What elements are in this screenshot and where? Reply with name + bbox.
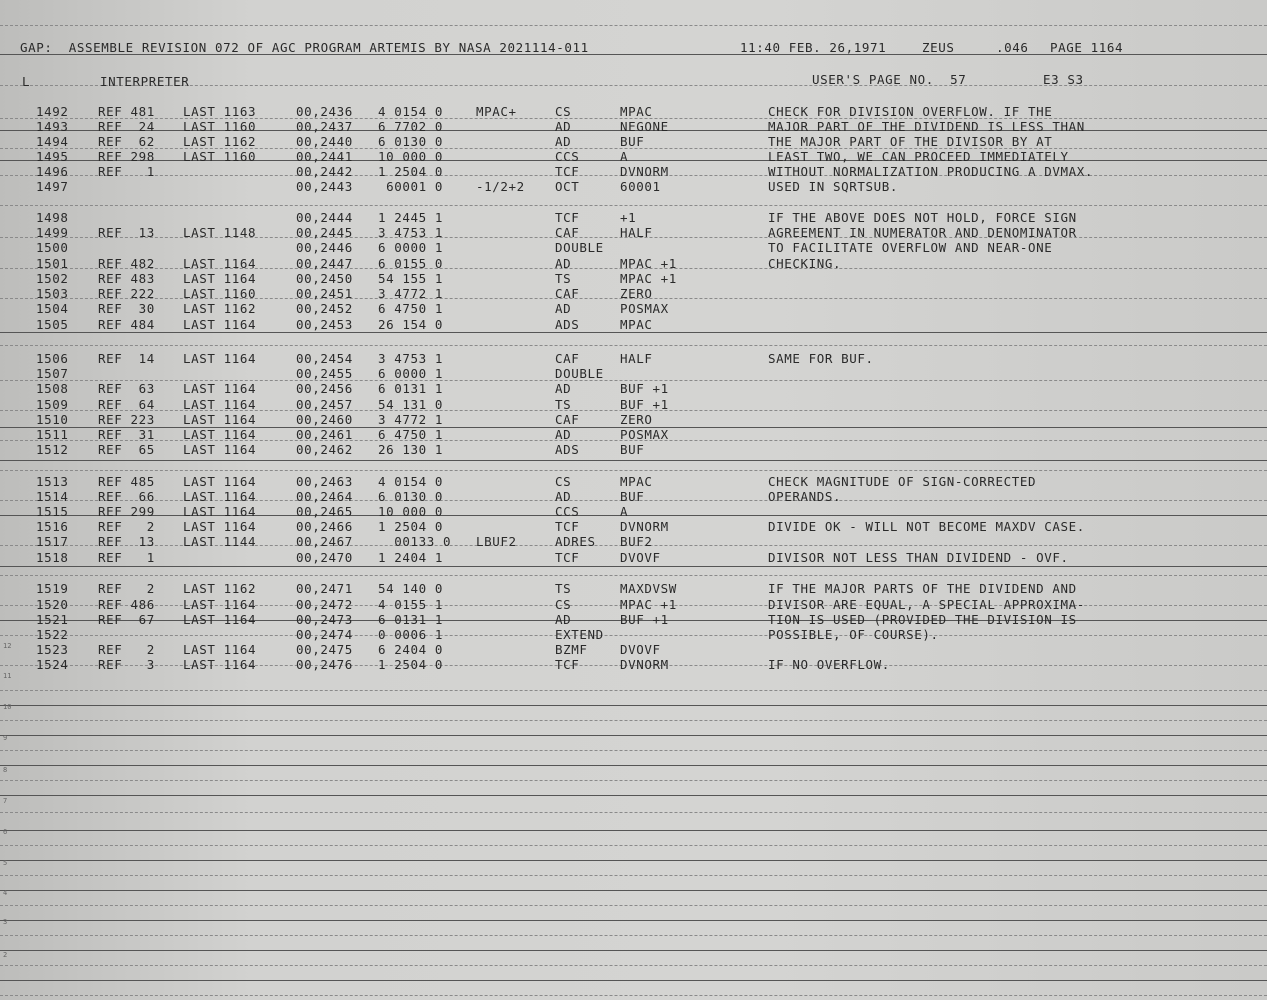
row-word: 4 0154 0 xyxy=(378,474,444,489)
row-op: AD xyxy=(555,427,572,442)
row-comment: THE MAJOR PART OF THE DIVISOR BY AT xyxy=(768,134,1053,149)
row-line: 1521 xyxy=(36,612,69,627)
row-word: 6 0000 1 xyxy=(378,240,444,255)
row-operand: POSMAX xyxy=(620,427,669,442)
row-addr: 00,2463 xyxy=(296,474,353,489)
row-label: MPAC+ xyxy=(476,104,517,119)
margin-number: 3 xyxy=(3,918,8,926)
listing-type: L xyxy=(22,74,31,89)
row-ref: REF 482 xyxy=(98,256,155,271)
row-line: 1523 xyxy=(36,642,69,657)
row-operand: DVNORM xyxy=(620,164,669,179)
row-ref: REF 2 xyxy=(98,642,155,657)
users-page: USER'S PAGE NO. 57 xyxy=(812,72,967,87)
row-addr: 00,2470 xyxy=(296,550,353,565)
row-line: 1515 xyxy=(36,504,69,519)
row-operand: BUF +1 xyxy=(620,612,669,627)
ruled-line-dashed xyxy=(0,875,1267,876)
ruled-line-dashed xyxy=(0,905,1267,906)
row-last: LAST 1164 xyxy=(183,442,257,457)
system-name: ZEUS xyxy=(922,40,955,55)
row-line: 1524 xyxy=(36,657,69,672)
row-word: 4 0155 1 xyxy=(378,597,444,612)
row-word: 1 2504 0 xyxy=(378,657,444,672)
assembly-title: GAP: ASSEMBLE REVISION 072 OF AGC PROGRAM ARTEMIS BY NASA 2021114-011 xyxy=(20,40,589,55)
row-ref: REF 30 xyxy=(98,301,155,316)
ruled-line-dashed xyxy=(0,205,1267,206)
row-word: 3 4753 1 xyxy=(378,225,444,240)
row-line: 1493 xyxy=(36,119,69,134)
row-addr: 00,2447 xyxy=(296,256,353,271)
row-operand: MPAC xyxy=(620,317,653,332)
row-op: AD xyxy=(555,381,572,396)
row-addr: 00,2465 xyxy=(296,504,353,519)
row-op: EXTEND xyxy=(555,627,604,642)
margin-number: 9 xyxy=(3,734,8,742)
row-word: 6 0155 0 xyxy=(378,256,444,271)
row-line: 1508 xyxy=(36,381,69,396)
row-addr: 00,2454 xyxy=(296,351,353,366)
ruled-line-dashed xyxy=(0,935,1267,936)
row-last: LAST 1164 xyxy=(183,504,257,519)
row-word: 6 0131 1 xyxy=(378,381,444,396)
row-op: CS xyxy=(555,474,572,489)
row-ref: REF 13 xyxy=(98,534,155,549)
row-last: LAST 1162 xyxy=(183,134,257,149)
sheet-code: E3 S3 xyxy=(1043,72,1084,87)
row-op: TCF xyxy=(555,164,580,179)
row-op: TCF xyxy=(555,657,580,672)
row-word: 6 4750 1 xyxy=(378,301,444,316)
row-ref: REF 486 xyxy=(98,597,155,612)
ruled-line xyxy=(0,705,1267,706)
row-operand: BUF xyxy=(620,442,645,457)
row-word: 1 2504 0 xyxy=(378,519,444,534)
page-number: PAGE 1164 xyxy=(1050,40,1124,55)
row-line: 1492 xyxy=(36,104,69,119)
timestamp: 11:40 FEB. 26,1971 xyxy=(740,40,887,55)
row-op: TCF xyxy=(555,550,580,565)
ruled-line xyxy=(0,920,1267,921)
margin-number: 2 xyxy=(3,951,8,959)
row-comment: POSSIBLE, OF COURSE). xyxy=(768,627,939,642)
row-addr: 00,2461 xyxy=(296,427,353,442)
margin-number: 8 xyxy=(3,766,8,774)
row-last: LAST 1163 xyxy=(183,104,257,119)
row-word: 10 000 0 xyxy=(378,149,444,164)
margin-number: 10 xyxy=(3,703,12,711)
row-comment: IF THE ABOVE DOES NOT HOLD, FORCE SIGN xyxy=(768,210,1077,225)
row-addr: 00,2467 xyxy=(296,534,353,549)
row-word: 26 130 1 xyxy=(378,442,444,457)
ruled-line-dashed xyxy=(0,750,1267,751)
row-comment: USED IN SQRTSUB. xyxy=(768,179,899,194)
row-operand: MAXDVSW xyxy=(620,581,677,596)
row-word: 6 0131 1 xyxy=(378,612,444,627)
row-word: 3 4753 1 xyxy=(378,351,444,366)
row-last: LAST 1160 xyxy=(183,119,257,134)
row-ref: REF 24 xyxy=(98,119,155,134)
row-line: 1509 xyxy=(36,397,69,412)
row-last: LAST 1162 xyxy=(183,581,257,596)
row-addr: 00,2464 xyxy=(296,489,353,504)
row-addr: 00,2440 xyxy=(296,134,353,149)
row-line: 1503 xyxy=(36,286,69,301)
row-op: AD xyxy=(555,301,572,316)
row-addr: 00,2455 xyxy=(296,366,353,381)
row-word: 1 2504 0 xyxy=(378,164,444,179)
row-word: 6 4750 1 xyxy=(378,427,444,442)
row-ref: REF 299 xyxy=(98,504,155,519)
ruled-line xyxy=(0,735,1267,736)
row-word: 26 154 0 xyxy=(378,317,444,332)
row-op: TS xyxy=(555,397,572,412)
row-operand: MPAC +1 xyxy=(620,597,677,612)
row-line: 1511 xyxy=(36,427,69,442)
row-comment: AGREEMENT IN NUMERATOR AND DENOMINATOR xyxy=(768,225,1077,240)
row-line: 1510 xyxy=(36,412,69,427)
row-operand: BUF +1 xyxy=(620,381,669,396)
row-op: CCS xyxy=(555,504,580,519)
section-name: INTERPRETER xyxy=(100,74,190,89)
margin-number: 5 xyxy=(3,859,8,867)
row-op: DOUBLE xyxy=(555,240,604,255)
margin-number: 11 xyxy=(3,672,12,680)
row-operand: ZERO xyxy=(620,412,653,427)
row-operand: HALF xyxy=(620,351,653,366)
row-line: 1513 xyxy=(36,474,69,489)
row-word: 6 0000 1 xyxy=(378,366,444,381)
row-word: 6 0130 0 xyxy=(378,134,444,149)
ruled-line-dashed xyxy=(0,720,1267,721)
row-op: TCF xyxy=(555,519,580,534)
row-label: -1/2+2 xyxy=(476,179,525,194)
row-comment: TO FACILITATE OVERFLOW AND NEAR-ONE xyxy=(768,240,1053,255)
row-operand: MPAC +1 xyxy=(620,271,677,286)
row-word: 1 2445 1 xyxy=(378,210,444,225)
row-ref: REF 67 xyxy=(98,612,155,627)
row-op: AD xyxy=(555,256,572,271)
row-line: 1500 xyxy=(36,240,69,255)
row-op: TCF xyxy=(555,210,580,225)
row-op: CCS xyxy=(555,149,580,164)
row-addr: 00,2450 xyxy=(296,271,353,286)
row-ref: REF 2 xyxy=(98,581,155,596)
row-last: LAST 1164 xyxy=(183,597,257,612)
row-addr: 00,2472 xyxy=(296,597,353,612)
row-last: LAST 1148 xyxy=(183,225,257,240)
row-op: OCT xyxy=(555,179,580,194)
row-line: 1506 xyxy=(36,351,69,366)
row-operand: DVOVF xyxy=(620,550,661,565)
row-last: LAST 1164 xyxy=(183,489,257,504)
row-comment: DIVIDE OK - WILL NOT BECOME MAXDV CASE. xyxy=(768,519,1085,534)
ruled-line xyxy=(0,460,1267,461)
row-operand: BUF xyxy=(620,489,645,504)
row-word: 54 131 0 xyxy=(378,397,444,412)
row-addr: 00,2456 xyxy=(296,381,353,396)
ruled-line-dashed xyxy=(0,780,1267,781)
ruled-line xyxy=(0,980,1267,981)
row-line: 1496 xyxy=(36,164,69,179)
row-operand: DVOVF xyxy=(620,642,661,657)
row-line: 1519 xyxy=(36,581,69,596)
ruled-line-dashed xyxy=(0,635,1267,636)
row-op: CAF xyxy=(555,225,580,240)
row-word: 3 4772 1 xyxy=(378,412,444,427)
row-last: LAST 1160 xyxy=(183,286,257,301)
row-word: 60001 0 xyxy=(378,179,444,194)
row-line: 1497 xyxy=(36,179,69,194)
row-addr: 00,2444 xyxy=(296,210,353,225)
ruled-line xyxy=(0,566,1267,567)
row-comment: WITHOUT NORMALIZATION PRODUCING A DVMAX. xyxy=(768,164,1094,179)
row-comment: CHECK MAGNITUDE OF SIGN-CORRECTED xyxy=(768,474,1037,489)
row-ref: REF 62 xyxy=(98,134,155,149)
row-operand: A xyxy=(620,149,629,164)
row-last: LAST 1160 xyxy=(183,149,257,164)
row-operand: MPAC xyxy=(620,104,653,119)
row-op: BZMF xyxy=(555,642,588,657)
row-last: LAST 1164 xyxy=(183,412,257,427)
row-last: LAST 1164 xyxy=(183,519,257,534)
row-last: LAST 1164 xyxy=(183,351,257,366)
row-last: LAST 1164 xyxy=(183,474,257,489)
row-op: CAF xyxy=(555,286,580,301)
ruled-line-dashed xyxy=(0,845,1267,846)
row-word: 6 0130 0 xyxy=(378,489,444,504)
row-label: LBUF2 xyxy=(476,534,517,549)
row-word: 4 0154 0 xyxy=(378,104,444,119)
row-operand: NEGONE xyxy=(620,119,669,134)
row-ref: REF 65 xyxy=(98,442,155,457)
ruled-line-dashed xyxy=(0,812,1267,813)
row-op: AD xyxy=(555,489,572,504)
row-line: 1505 xyxy=(36,317,69,332)
row-comment: SAME FOR BUF. xyxy=(768,351,874,366)
row-comment: OPERANDS. xyxy=(768,489,842,504)
row-ref: REF 2 xyxy=(98,519,155,534)
row-comment: LEAST TWO, WE CAN PROCEED IMMEDIATELY xyxy=(768,149,1069,164)
row-operand: BUF xyxy=(620,134,645,149)
row-ref: REF 14 xyxy=(98,351,155,366)
row-operand: +1 xyxy=(620,210,637,225)
row-ref: REF 481 xyxy=(98,104,155,119)
row-op: CS xyxy=(555,104,572,119)
row-addr: 00,2457 xyxy=(296,397,353,412)
row-op: DOUBLE xyxy=(555,366,604,381)
row-operand: POSMAX xyxy=(620,301,669,316)
margin-number: 6 xyxy=(3,828,8,836)
row-addr: 00,2476 xyxy=(296,657,353,672)
row-word: 00133 0 xyxy=(378,534,452,549)
row-last: LAST 1164 xyxy=(183,271,257,286)
row-ref: REF 64 xyxy=(98,397,155,412)
row-operand: A xyxy=(620,504,629,519)
row-line: 1504 xyxy=(36,301,69,316)
row-addr: 00,2452 xyxy=(296,301,353,316)
row-ref: REF 66 xyxy=(98,489,155,504)
row-line: 1516 xyxy=(36,519,69,534)
row-ref: REF 31 xyxy=(98,427,155,442)
ruled-line xyxy=(0,830,1267,831)
margin-number: 4 xyxy=(3,889,8,897)
row-last: LAST 1164 xyxy=(183,256,257,271)
row-comment: CHECK FOR DIVISION OVERFLOW. IF THE xyxy=(768,104,1053,119)
row-comment: IF THE MAJOR PARTS OF THE DIVIDEND AND xyxy=(768,581,1077,596)
row-line: 1494 xyxy=(36,134,69,149)
row-operand: MPAC xyxy=(620,474,653,489)
ruled-line-dashed xyxy=(0,575,1267,576)
ruled-line-dashed xyxy=(0,470,1267,471)
row-op: ADS xyxy=(555,442,580,457)
row-addr: 00,2446 xyxy=(296,240,353,255)
row-last: LAST 1164 xyxy=(183,657,257,672)
row-addr: 00,2453 xyxy=(296,317,353,332)
row-line: 1518 xyxy=(36,550,69,565)
row-operand: DVNORM xyxy=(620,519,669,534)
row-word: 6 2404 0 xyxy=(378,642,444,657)
row-comment: IF NO OVERFLOW. xyxy=(768,657,890,672)
row-comment: TION IS USED (PROVIDED THE DIVISION IS xyxy=(768,612,1077,627)
row-op: TS xyxy=(555,581,572,596)
row-op: AD xyxy=(555,134,572,149)
row-ref: REF 63 xyxy=(98,381,155,396)
row-ref: REF 1 xyxy=(98,550,155,565)
row-addr: 00,2445 xyxy=(296,225,353,240)
row-addr: 00,2442 xyxy=(296,164,353,179)
row-ref: REF 483 xyxy=(98,271,155,286)
row-operand: HALF xyxy=(620,225,653,240)
row-word: 54 155 1 xyxy=(378,271,444,286)
ruled-line-dashed xyxy=(0,25,1267,26)
row-addr: 00,2443 xyxy=(296,179,353,194)
row-last: LAST 1164 xyxy=(183,397,257,412)
row-line: 1499 xyxy=(36,225,69,240)
row-addr: 00,2471 xyxy=(296,581,353,596)
row-op: CS xyxy=(555,597,572,612)
row-ref: REF 1 xyxy=(98,164,155,179)
row-addr: 00,2473 xyxy=(296,612,353,627)
ruled-line-dashed xyxy=(0,690,1267,691)
row-ref: REF 484 xyxy=(98,317,155,332)
row-operand: ZERO xyxy=(620,286,653,301)
row-line: 1502 xyxy=(36,271,69,286)
row-last: LAST 1162 xyxy=(183,301,257,316)
row-addr: 00,2460 xyxy=(296,412,353,427)
ruled-line xyxy=(0,332,1267,333)
margin-number: 7 xyxy=(3,797,8,805)
row-ref: REF 13 xyxy=(98,225,155,240)
row-addr: 00,2475 xyxy=(296,642,353,657)
row-line: 1498 xyxy=(36,210,69,225)
row-operand: DVNORM xyxy=(620,657,669,672)
row-op: ADRES xyxy=(555,534,596,549)
row-line: 1514 xyxy=(36,489,69,504)
row-line: 1522 xyxy=(36,627,69,642)
row-word: 6 7702 0 xyxy=(378,119,444,134)
row-line: 1507 xyxy=(36,366,69,381)
job-code: .046 xyxy=(996,40,1029,55)
ruled-line-dashed xyxy=(0,995,1267,996)
row-addr: 00,2474 xyxy=(296,627,353,642)
row-ref: REF 222 xyxy=(98,286,155,301)
row-word: 0 0006 1 xyxy=(378,627,444,642)
row-operand: BUF +1 xyxy=(620,397,669,412)
row-comment: DIVISOR ARE EQUAL, A SPECIAL APPROXIMA- xyxy=(768,597,1085,612)
row-line: 1517 xyxy=(36,534,69,549)
row-addr: 00,2466 xyxy=(296,519,353,534)
row-ref: REF 223 xyxy=(98,412,155,427)
ruled-line-dashed xyxy=(0,965,1267,966)
row-word: 10 000 0 xyxy=(378,504,444,519)
row-ref: REF 3 xyxy=(98,657,155,672)
ruled-line xyxy=(0,860,1267,861)
ruled-line xyxy=(0,890,1267,891)
row-addr: 00,2441 xyxy=(296,149,353,164)
row-comment: MAJOR PART OF THE DIVIDEND IS LESS THAN xyxy=(768,119,1085,134)
row-op: CAF xyxy=(555,412,580,427)
row-op: AD xyxy=(555,119,572,134)
row-last: LAST 1164 xyxy=(183,317,257,332)
row-last: LAST 1164 xyxy=(183,427,257,442)
row-comment: DIVISOR NOT LESS THAN DIVIDEND - OVF. xyxy=(768,550,1069,565)
row-operand: MPAC +1 xyxy=(620,256,677,271)
ruled-line-dashed xyxy=(0,345,1267,346)
row-op: TS xyxy=(555,271,572,286)
row-addr: 00,2436 xyxy=(296,104,353,119)
row-line: 1495 xyxy=(36,149,69,164)
row-operand: 60001 xyxy=(620,179,661,194)
row-line: 1501 xyxy=(36,256,69,271)
row-word: 3 4772 1 xyxy=(378,286,444,301)
row-last: LAST 1164 xyxy=(183,642,257,657)
row-ref: REF 485 xyxy=(98,474,155,489)
row-last: LAST 1164 xyxy=(183,612,257,627)
ruled-line xyxy=(0,950,1267,951)
row-op: ADS xyxy=(555,317,580,332)
row-last: LAST 1144 xyxy=(183,534,257,549)
row-op: CAF xyxy=(555,351,580,366)
row-ref: REF 298 xyxy=(98,149,155,164)
ruled-line xyxy=(0,765,1267,766)
row-word: 1 2404 1 xyxy=(378,550,444,565)
row-line: 1520 xyxy=(36,597,69,612)
row-line: 1512 xyxy=(36,442,69,457)
row-addr: 00,2437 xyxy=(296,119,353,134)
row-addr: 00,2462 xyxy=(296,442,353,457)
ruled-line xyxy=(0,795,1267,796)
row-op: AD xyxy=(555,612,572,627)
row-operand: BUF2 xyxy=(620,534,653,549)
margin-number: 12 xyxy=(3,642,12,650)
row-comment: CHECKING. xyxy=(768,256,842,271)
row-addr: 00,2451 xyxy=(296,286,353,301)
row-last: LAST 1164 xyxy=(183,381,257,396)
row-word: 54 140 0 xyxy=(378,581,444,596)
